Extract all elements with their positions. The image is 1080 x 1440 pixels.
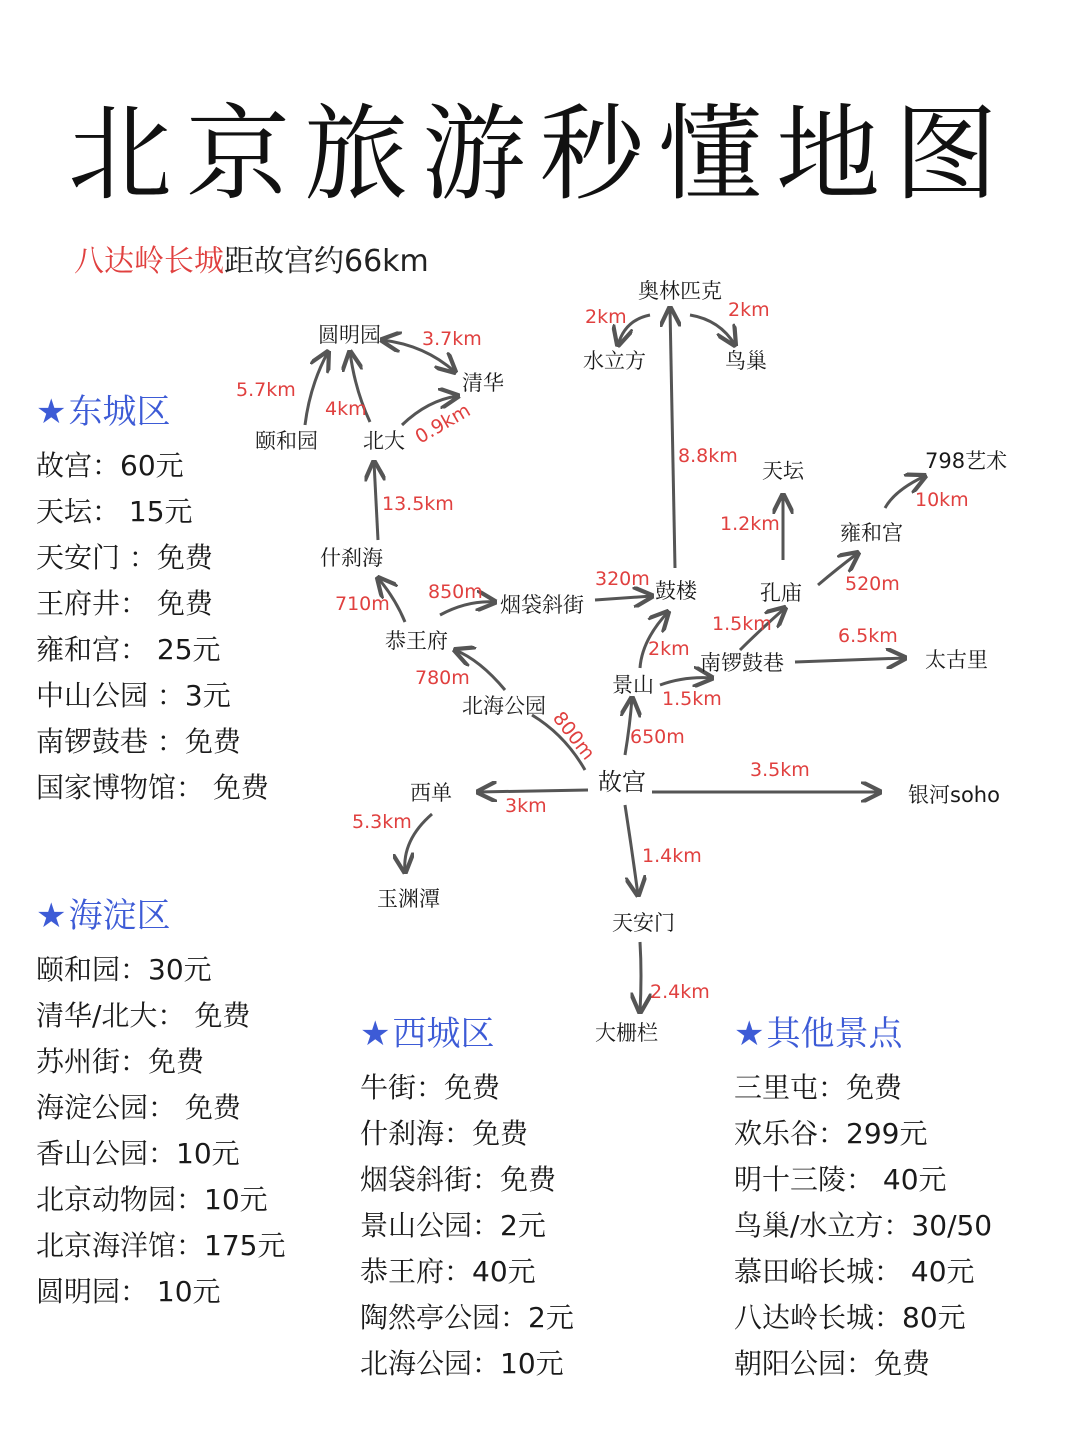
dist-gugong-beihai: 800m	[548, 707, 600, 765]
dist-xidan-yuyuantan: 5.3km	[352, 811, 412, 833]
place-labels	[255, 279, 1007, 1045]
dist-gugong-yinhe: 3.5km	[750, 759, 810, 781]
price-item: 烟袋斜街：免费	[360, 1163, 557, 1196]
section-xicheng	[360, 1006, 574, 1387]
node-dashilan: 大栅栏	[595, 1021, 658, 1045]
dist-jingshan-gulou: 2km	[648, 638, 690, 660]
price-item: 明十三陵： 40元	[734, 1163, 947, 1196]
price-list	[734, 1065, 992, 1387]
node-gulou: 鼓楼	[655, 579, 697, 603]
price-item: 香山公园：10元	[36, 1137, 240, 1170]
section-heading: ★西城区	[360, 1014, 495, 1054]
star-icon: ★	[734, 1014, 765, 1054]
edge-jingshan-nanluo	[660, 678, 712, 685]
edge-gulou-aolin	[670, 308, 675, 568]
price-item: 天坛： 15元	[36, 495, 193, 528]
distance-labels	[236, 299, 969, 1003]
price-item: 欢乐谷：299元	[734, 1117, 928, 1150]
price-item: 颐和园：30元	[36, 953, 212, 986]
node-kongmiao: 孔庙	[760, 581, 802, 605]
dist-gugong-tiananmen: 1.4km	[642, 845, 702, 867]
node-taikooli: 太古里	[925, 648, 988, 672]
dist-kongmiao-tiantan: 1.2km	[720, 513, 780, 535]
price-item: 清华/北大： 免费	[36, 999, 251, 1032]
dist-aolin-niaochao: 2km	[728, 299, 770, 321]
node-gugong: 故宫	[598, 768, 646, 796]
price-item: 国家博物馆： 免费	[36, 771, 269, 804]
node-aolin: 奥林匹克	[638, 279, 722, 303]
dist-jingshan-nanluo: 1.5km	[662, 688, 722, 710]
edge-shichahai-beida	[374, 462, 378, 540]
dist-beihai-gongwangfu: 780m	[415, 667, 470, 689]
price-item: 恭王府：40元	[360, 1255, 536, 1288]
edge-gugong-xidan	[478, 790, 588, 792]
node-niaochao: 鸟巢	[725, 349, 767, 373]
price-item: 王府井： 免费	[36, 587, 213, 620]
dist-nanluo-kongmiao: 1.5km	[712, 613, 772, 635]
node-yuanmingyuan: 圆明园	[318, 323, 381, 347]
node-yiheyuan: 颐和园	[255, 429, 318, 453]
dist-gongwangfu-shichahai: 710m	[335, 593, 390, 615]
edge-gugong-tiananmen	[625, 805, 638, 895]
node-yandai: 烟袋斜街	[500, 593, 584, 617]
dist-yuanmingyuan-qinghua: 3.7km	[422, 328, 482, 350]
price-item: 圆明园： 10元	[36, 1275, 221, 1308]
node-jingshan: 景山	[612, 673, 654, 697]
dist-gulou-aolin: 8.8km	[678, 445, 738, 467]
price-item: 雍和宫： 25元	[36, 633, 221, 666]
node-yuyuantan: 玉渊潭	[377, 887, 440, 911]
edge-tiananmen-dashilan	[640, 942, 641, 1012]
price-item: 八达岭长城：80元	[734, 1301, 966, 1334]
edge-yandai-gulou	[595, 596, 652, 600]
dist-nanluo-taikooli: 6.5km	[838, 625, 898, 647]
node-qinghua: 清华	[462, 371, 504, 395]
dist-gongwangfu-yandai: 850m	[428, 581, 483, 603]
note-highlight: 八达岭长城	[74, 244, 224, 279]
price-item: 苏州街：免费	[36, 1045, 205, 1078]
node-gongwangfu: 恭王府	[385, 629, 448, 653]
dist-kongmiao-yonghegong: 520m	[845, 573, 900, 595]
star-icon: ★	[36, 896, 67, 936]
price-item: 中山公园 ：3元	[36, 679, 231, 712]
dist-yandai-gulou: 320m	[595, 568, 650, 590]
section-heading: ★东城区	[36, 392, 171, 432]
star-icon: ★	[36, 392, 67, 432]
page-title: 北京旅游秒懂地图	[67, 93, 1012, 215]
node-shichahai: 什刹海	[320, 546, 383, 570]
price-item: 三里屯：免费	[734, 1071, 903, 1104]
dist-tiananmen-dashilan: 2.4km	[650, 981, 710, 1003]
edge-nanluo-taikooli	[795, 658, 905, 662]
star-icon: ★	[360, 1014, 391, 1054]
section-haidian	[36, 888, 285, 1315]
price-list	[36, 947, 285, 1315]
node-xidan: 西单	[410, 781, 452, 805]
section-heading: ★海淀区	[36, 896, 171, 936]
price-item: 陶然亭公园：2元	[360, 1301, 574, 1334]
dist-beida-qinghua: 0.9km	[411, 399, 475, 449]
node-beihai: 北海公园	[462, 694, 546, 718]
section-dongcheng	[36, 384, 269, 811]
price-item: 海淀公园： 免费	[36, 1091, 241, 1124]
price-item: 故宫：60元	[36, 449, 184, 482]
node-798: 798艺术	[925, 449, 1008, 473]
price-item: 北京海洋馆：175元	[36, 1229, 286, 1262]
dist-aolin-shuilifang: 2km	[585, 306, 627, 328]
node-yonghegong: 雍和宫	[840, 521, 903, 545]
node-nanluo: 南锣鼓巷	[700, 651, 784, 675]
dist-yiheyuan-yuanmingyuan: 5.7km	[236, 379, 296, 401]
dist-beida-yuanmingyuan: 4km	[325, 398, 367, 420]
node-beida: 北大	[363, 429, 405, 453]
price-item: 天安门 ：免费	[36, 541, 213, 574]
node-tiantan: 天坛	[762, 459, 804, 483]
price-item: 什刹海：免费	[360, 1117, 529, 1150]
price-list	[36, 443, 269, 811]
dist-shichahai-beida: 13.5km	[382, 493, 454, 515]
price-item: 景山公园：2元	[360, 1209, 546, 1242]
node-shuilifang: 水立方	[583, 349, 646, 373]
note-rest: 距故宫约66km	[224, 244, 429, 279]
price-list	[360, 1065, 574, 1387]
node-yinhe: 银河soho	[908, 783, 1000, 807]
node-tiananmen: 天安门	[612, 911, 675, 935]
price-item: 北京动物园：10元	[36, 1183, 268, 1216]
price-item: 北海公园：10元	[360, 1347, 564, 1380]
dist-yonghegong-798: 10km	[915, 489, 969, 511]
dist-gugong-jingshan: 650m	[630, 726, 685, 748]
price-item: 朝阳公园：免费	[734, 1347, 931, 1380]
section-other	[734, 1006, 992, 1387]
section-heading: ★其他景点	[734, 1014, 903, 1054]
dist-gugong-xidan: 3km	[505, 795, 547, 817]
price-item: 鸟巢/水立方：30/50	[734, 1209, 993, 1242]
edge-gongwangfu-yandai	[440, 602, 495, 615]
price-item: 牛街：免费	[360, 1071, 501, 1104]
price-item: 慕田峪长城： 40元	[734, 1255, 975, 1288]
price-item: 南锣鼓巷 ：免费	[36, 725, 241, 758]
